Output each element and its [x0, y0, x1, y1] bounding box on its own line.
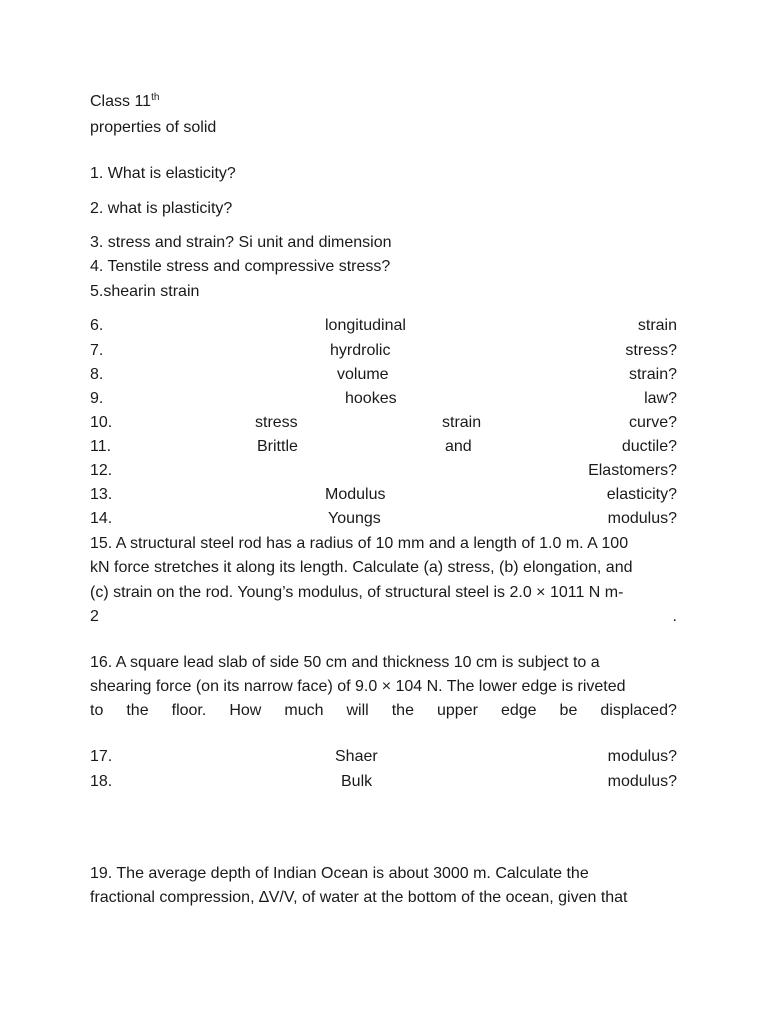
- question-word: hyrdrolic: [330, 342, 391, 359]
- question-word: law?: [644, 390, 677, 407]
- question-4: 4. Tenstile stress and compressive stress?: [90, 258, 391, 275]
- question-6: [90, 314, 677, 338]
- word: floor.: [171, 702, 207, 719]
- question-8: [90, 363, 677, 387]
- word: the: [391, 702, 414, 719]
- question-word: longitudinal: [325, 317, 406, 334]
- question-word: elasticity?: [606, 486, 677, 503]
- question-number: 14.: [90, 510, 113, 527]
- question-15-line-4: [90, 605, 677, 629]
- question-word: stress: [255, 414, 298, 431]
- question-word: curve?: [628, 414, 677, 431]
- question-word: strain: [637, 317, 677, 334]
- question-word: Shaer: [335, 748, 378, 765]
- question-1: 1. What is elasticity?: [90, 165, 236, 182]
- word: edge: [500, 702, 537, 719]
- word: How: [229, 702, 262, 719]
- question-word: Elastomers?: [588, 462, 677, 479]
- question-16-line-2: shearing force (on its narrow face) of 9.0 × 104 N. The lower edge is riveted: [90, 678, 626, 695]
- question-word: modulus?: [607, 773, 677, 790]
- question-15-line-1: 15. A structural steel rod has a radius of 10 mm and a length of 1.0 m. A 100: [90, 535, 629, 552]
- question-2: 2. what is plasticity?: [90, 200, 233, 217]
- question-17: [90, 745, 677, 769]
- question-15-line-3: (c) strain on the rod. Young’s modulus, of structural steel is 2.0 × 1011 N m-: [90, 584, 624, 601]
- question-10: [90, 411, 677, 435]
- question-word: modulus?: [607, 748, 677, 765]
- word: upper: [437, 702, 478, 719]
- question-number: 17.: [90, 748, 113, 765]
- question-number: 13.: [90, 486, 113, 503]
- word: will: [346, 702, 369, 719]
- question-word: Bulk: [341, 773, 373, 790]
- class-label: Class 11: [90, 93, 152, 110]
- question-19-line-1: 19. The average depth of Indian Ocean is about 3000 m. Calculate the: [90, 865, 589, 882]
- question-word: Modulus: [325, 486, 386, 503]
- class-superscript: th: [151, 92, 160, 103]
- question-15-period: .: [672, 608, 677, 625]
- word: be: [559, 702, 578, 719]
- question-word: Brittle: [257, 438, 298, 455]
- question-word: Youngs: [328, 510, 381, 527]
- question-word: strain?: [628, 366, 677, 383]
- subject-heading: properties of solid: [90, 119, 217, 136]
- question-word: hookes: [345, 390, 397, 407]
- question-16-line-3: [90, 699, 677, 723]
- question-number: 9.: [90, 390, 104, 407]
- question-word: volume: [337, 366, 389, 383]
- question-15-line-2: kN force stretches it along its length. Calculate (a) stress, (b) elongation, and: [90, 559, 633, 576]
- question-number: 7.: [90, 342, 104, 359]
- question-9: [90, 387, 677, 411]
- question-12: [90, 459, 677, 483]
- question-number: 12.: [90, 462, 113, 479]
- question-number: 18.: [90, 773, 113, 790]
- question-word: stress?: [625, 342, 677, 359]
- question-word: strain: [442, 414, 482, 431]
- question-19-line-2: fractional compression, ∆V/V, of water at the bottom of the ocean, given that: [90, 889, 628, 906]
- question-18: [90, 770, 677, 794]
- question-16-line-1: 16. A square lead slab of side 50 cm and thickness 10 cm is subject to a: [90, 654, 600, 671]
- word: to: [90, 702, 104, 719]
- question-word: and: [445, 438, 472, 455]
- question-word: modulus?: [607, 510, 677, 527]
- question-5: 5.shearin strain: [90, 283, 200, 300]
- word: much: [284, 702, 324, 719]
- word: displaced?: [600, 702, 677, 719]
- question-3: 3. stress and strain? Si unit and dimension: [90, 234, 392, 251]
- question-14: [90, 507, 677, 531]
- question-15-unit-tail: 2: [90, 608, 99, 625]
- question-11: [90, 435, 677, 459]
- question-word: ductile?: [621, 438, 677, 455]
- word: the: [126, 702, 149, 719]
- question-number: 8.: [90, 366, 104, 383]
- question-7: [90, 339, 677, 363]
- question-number: 11.: [90, 438, 112, 455]
- question-13: [90, 483, 677, 507]
- question-number: 6.: [90, 317, 104, 334]
- class-heading: [90, 90, 677, 114]
- question-number: 10.: [90, 414, 113, 431]
